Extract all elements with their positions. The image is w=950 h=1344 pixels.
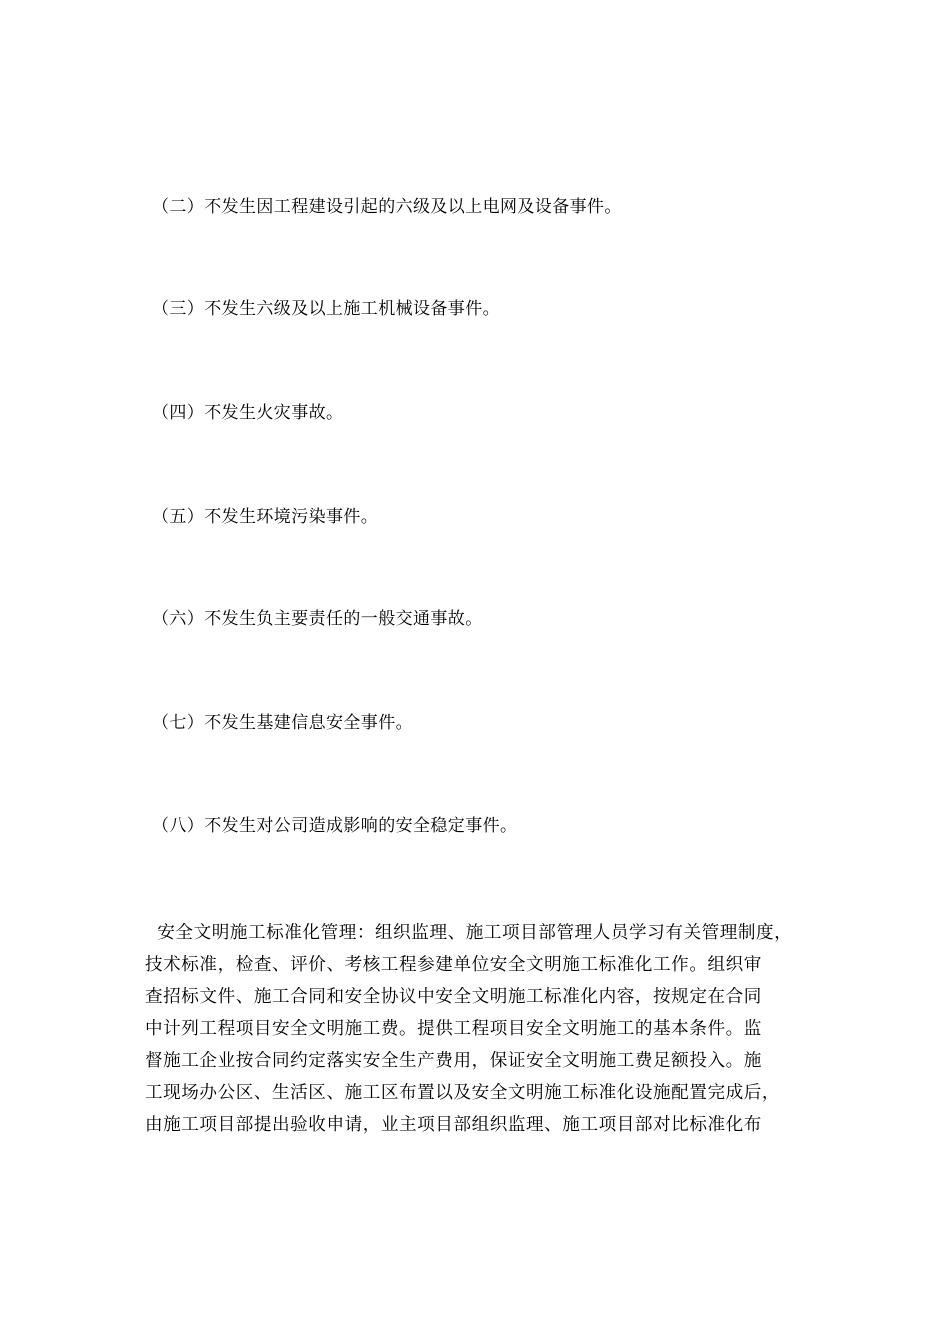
list-item-5: （五）不发生环境污染事件。 [152,507,379,527]
list-item-8: （八）不发生对公司造成影响的安全稳定事件。 [152,816,518,836]
paragraph-line: 督施工企业按合同约定落实安全生产费用，保证安全文明施工费足额投入。施 [145,1051,762,1071]
paragraph-line: 查招标文件、施工合同和安全协议中安全文明施工标准化内容，按规定在合同 [145,987,762,1007]
list-item-3: （三）不发生六级及以上施工机械设备事件。 [152,299,500,319]
paragraph-line: 安全文明施工标准化管理：组织监理、施工项目部管理人员学习有关管理制度， [145,923,793,943]
paragraph-line: 技术标准，检查、评价、考核工程参建单位安全文明施工标准化工作。组织审 [145,955,762,975]
list-item-4: （四）不发生火灾事故。 [152,403,344,423]
list-item-2: （二）不发生因工程建设引起的六级及以上电网及设备事件。 [152,197,622,217]
paragraph-line: 由施工项目部提出验收申请，业主项目部组织监理、施工项目部对比标准化布 [145,1115,762,1135]
paragraph-line: 工现场办公区、生活区、施工区布置以及安全文明施工标准化设施配置完成后， [145,1083,781,1103]
list-item-6: （六）不发生负主要责任的一般交通事故。 [152,609,483,629]
list-item-7: （七）不发生基建信息安全事件。 [152,713,413,733]
paragraph-line: 中计列工程项目安全文明施工费。提供工程项目安全文明施工的基本条件。监 [145,1019,762,1039]
body-paragraph [145,917,825,1141]
